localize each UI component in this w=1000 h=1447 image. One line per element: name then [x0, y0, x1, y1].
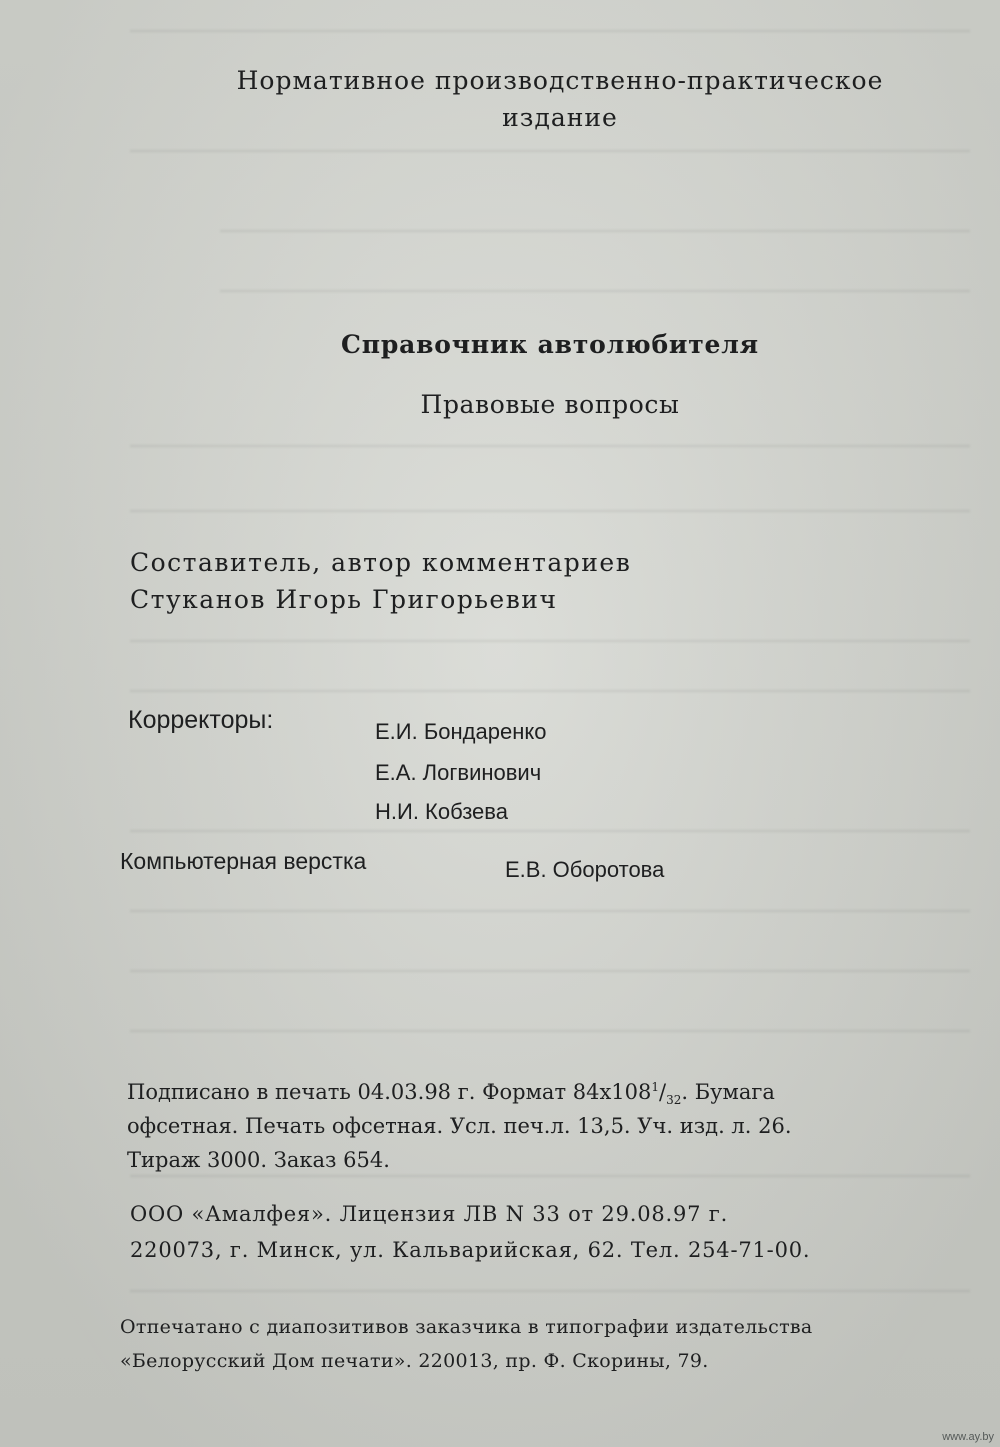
layout-designer-name: Е.В. Оборотова	[505, 857, 665, 882]
bleed-through-line	[220, 290, 970, 292]
bleed-through-line	[130, 150, 970, 152]
publisher-license: ООО «Амалфея». Лицензия ЛВ N 33 от 29.08.97 г.	[130, 1202, 729, 1226]
bleed-through-line	[130, 510, 970, 512]
bleed-through-line	[130, 970, 970, 972]
imprint-details	[127, 1075, 977, 1177]
bleed-through-line	[130, 1290, 970, 1292]
corrector-name: Е.А. Логвинович	[375, 760, 542, 785]
site-watermark: www.ay.by	[942, 1431, 994, 1443]
format-denominator: 32	[666, 1093, 682, 1108]
corrector-name: Е.И. Бондаренко	[375, 719, 547, 744]
imprint-paper: . Бумага	[681, 1080, 775, 1104]
edition-type-line: издание	[502, 103, 618, 132]
bleed-through-line	[130, 30, 970, 32]
book-title: Справочник автолюбителя	[341, 330, 759, 359]
printer-line: «Белорусский Дом печати». 220013, пр. Ф. Скорины, 79.	[120, 1350, 709, 1372]
bleed-through-line	[130, 445, 970, 447]
imprint-line: Подписано в печать 04.03.98 г. Формат $84x108^1/_{32}$. Бумага	[127, 1080, 775, 1108]
printer-info	[120, 1310, 982, 1378]
bleed-through-line	[130, 830, 970, 832]
imprint-line: офсетная. Печать офсетная. Усл. печ.л. 13,5. Уч. изд. л. 26.	[127, 1114, 792, 1138]
edition-type	[130, 62, 990, 136]
layout-label: Компьютерная верстка	[120, 848, 367, 874]
edition-type-line: Нормативное производственно-практическое	[236, 66, 884, 95]
publisher-info	[130, 1196, 980, 1268]
printer-line: Отпечатано с диапозитивов заказчика в типографии издательства	[120, 1316, 813, 1338]
bleed-through-line	[130, 1030, 970, 1032]
format-numerator: 1	[651, 1080, 660, 1094]
bleed-through-line	[130, 640, 970, 642]
composer-name: Стуканов Игорь Григорьевич	[130, 585, 558, 614]
imprint-line: Тираж 3000. Заказ 654.	[127, 1148, 390, 1172]
corrector-name: Н.И. Кобзева	[375, 799, 508, 824]
composer-credit	[130, 544, 930, 618]
correctors-label: Корректоры:	[128, 706, 274, 734]
publisher-address: 220073, г. Минск, ул. Кальварийская, 62. Тел. 254-71-00.	[130, 1238, 811, 1262]
imprint-signed-format: Подписано в печать 04.03.98 г. Формат 84x108	[127, 1080, 652, 1104]
bleed-through-line	[130, 910, 970, 912]
bleed-through-line	[220, 230, 970, 232]
composer-role: Составитель, автор комментариев	[130, 548, 632, 577]
book-subtitle: Правовые вопросы	[420, 390, 680, 419]
bleed-through-line	[130, 690, 970, 692]
